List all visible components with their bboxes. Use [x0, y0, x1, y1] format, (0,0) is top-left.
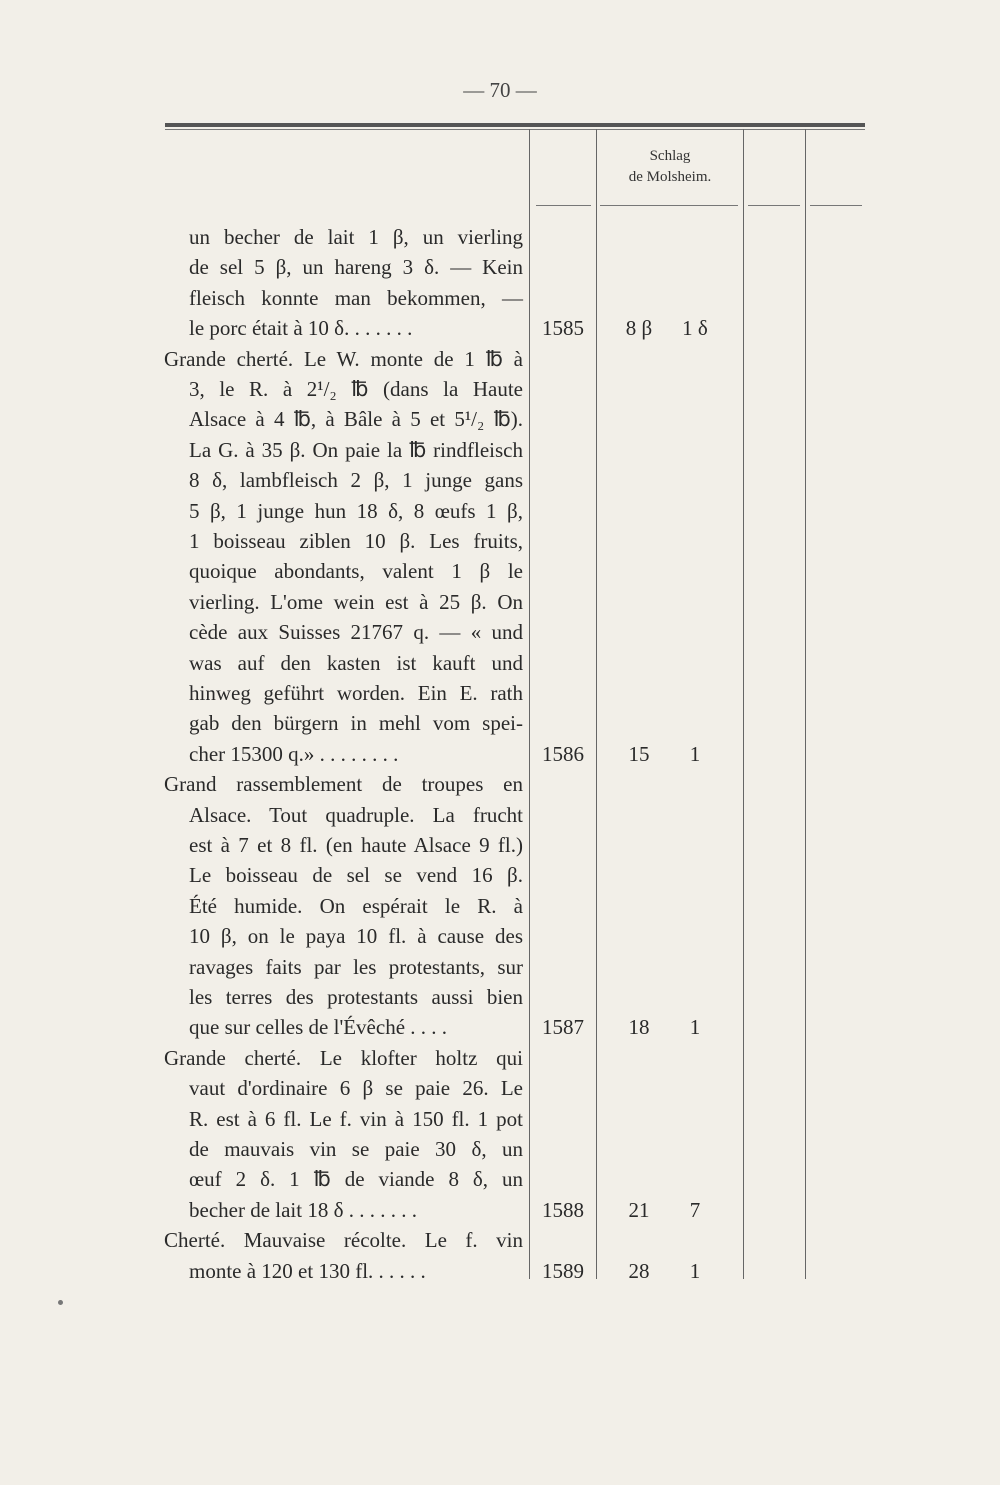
entry-year: 1589: [542, 1258, 584, 1283]
entry-value-2: 1: [689, 741, 701, 766]
entry-line: [0, 678, 1000, 708]
header-rule-thin: [165, 129, 865, 130]
entry-text: que sur celles de l'Évêché . . . .: [189, 1015, 448, 1040]
entry-value-2: 1: [689, 1258, 701, 1283]
page-number: — 70 —: [463, 78, 537, 102]
entry-text: hinweg geführt worden. Ein E. rath: [189, 681, 523, 705]
entry-text: R. est à 6 fl. Le f. vin à 150 fl. 1 pot: [189, 1106, 523, 1131]
entry-value-1: 15: [628, 741, 650, 766]
entry-text: Grande cherté. Le klofter holtz qui: [164, 1045, 523, 1070]
entry-line: [0, 1134, 1000, 1164]
entry-line: [0, 1195, 1000, 1225]
entry-line: [0, 800, 1000, 830]
entry-line: [0, 952, 1000, 982]
entry-line: [0, 556, 1000, 586]
entry-text: Le boisseau de sel se vend 16 β.: [189, 863, 523, 888]
entry-line: [0, 313, 1000, 343]
entry-text: Cherté. Mauvaise récolte. Le f. vin: [164, 1228, 523, 1253]
entry-line: [0, 1256, 1000, 1286]
entry-line: [0, 617, 1000, 647]
entry-line: [0, 891, 1000, 921]
entry-line: [0, 648, 1000, 678]
entry-text: ravages faits par les protestants, sur: [189, 954, 523, 979]
entry-line: [0, 1073, 1000, 1103]
entry-text: quoique abondants, valent 1 β le: [189, 559, 523, 584]
entry-text: vierling. L'ome wein est à 25 β. On: [189, 589, 523, 614]
entry-line: [0, 1043, 1000, 1073]
entry-text: Grand rassemblement de troupes en: [164, 772, 523, 797]
entry-line: [0, 587, 1000, 617]
entry-value-2: 7: [689, 1197, 701, 1222]
entry-text: La G. à 35 β. On paie la ℔ rindfleisch: [189, 437, 523, 462]
entry-text: 5 β, 1 junge hun 18 δ, 8 œufs 1 β,: [189, 498, 523, 523]
entry-line: [0, 465, 1000, 495]
entry-line: [0, 860, 1000, 890]
entry-text: cède aux Suisses 21767 q. — « und: [189, 620, 523, 645]
entry-line: [0, 1012, 1000, 1042]
entry-value-1: 8 β: [625, 316, 653, 341]
entry-text: vaut d'ordinaire 6 β se paie 26. Le: [189, 1076, 523, 1101]
entry-line: [0, 222, 1000, 252]
entry-text: monte à 120 et 130 fl. . . . . .: [189, 1258, 426, 1283]
entry-text: gab den bürgern in mehl vom spei-: [189, 711, 523, 736]
column-header-line: de Molsheim.: [628, 169, 712, 185]
entry-text: was auf den kasten ist kauft und: [189, 650, 523, 675]
entry-line: [0, 526, 1000, 556]
entry-value-1: 28: [628, 1258, 650, 1283]
entry-text: Alsace. Tout quadruple. La frucht: [189, 802, 523, 827]
entry-value-2: 1: [689, 1015, 701, 1040]
column-rule: [600, 205, 738, 206]
entry-text: est à 7 et 8 fl. (en haute Alsace 9 fl.): [189, 833, 523, 857]
entry-year: 1586: [542, 741, 584, 766]
entry-line: [0, 283, 1000, 313]
entry-line: [0, 252, 1000, 282]
entry-text: 1 boisseau ziblen 10 β. Les fruits,: [189, 529, 523, 553]
stray-mark: [58, 1300, 63, 1305]
entry-line: [0, 739, 1000, 769]
entry-line: [0, 344, 1000, 374]
entry-value-2: 1 δ: [682, 316, 708, 341]
entry-line: [0, 496, 1000, 526]
entry-text: œuf 2 δ. 1 ℔ de viande 8 δ, un: [189, 1167, 523, 1192]
entry-text: becher de lait 18 δ . . . . . . .: [189, 1197, 417, 1222]
entry-line: [0, 404, 1000, 434]
column-rule: [810, 205, 862, 206]
entry-text: les terres des protestants aussi bien: [189, 985, 523, 1009]
entry-text: cher 15300 q.» . . . . . . . .: [189, 741, 399, 766]
entry-year: 1588: [542, 1197, 584, 1222]
entry-text: de mauvais vin se paie 30 δ, un: [189, 1137, 523, 1161]
column-header-line: Schlag: [649, 148, 691, 164]
entry-text: 10 β, on le paya 10 fl. à cause des: [189, 924, 523, 949]
entry-text: fleisch konnte man bekommen, —: [189, 285, 523, 310]
entry-value-1: 21: [628, 1197, 650, 1222]
entry-line: [0, 982, 1000, 1012]
entry-text: le porc était à 10 δ. . . . . . .: [189, 316, 413, 341]
entry-line: [0, 1164, 1000, 1194]
entry-line: [0, 435, 1000, 465]
entry-text: 8 δ, lambfleisch 2 β, 1 junge gans: [189, 468, 523, 493]
entry-year: 1585: [542, 316, 584, 341]
entry-line: [0, 921, 1000, 951]
column-rule: [748, 205, 800, 206]
entry-line: [0, 708, 1000, 738]
entry-line: [0, 769, 1000, 799]
entry-text: Grande cherté. Le W. monte de 1 ℔ à: [164, 346, 523, 371]
column-header-schlag: [597, 146, 743, 188]
entry-line: [0, 1225, 1000, 1255]
entry-line: [0, 1104, 1000, 1134]
column-rule: [536, 205, 591, 206]
entry-text: 3, le R. à 2¹/₂ ℔ (dans la Haute: [189, 377, 523, 401]
entry-value-1: 18: [628, 1015, 650, 1040]
entry-text: Été humide. On espérait le R. à: [189, 893, 523, 918]
entry-text: Alsace à 4 ℔, à Bâle à 5 et 5¹/₂ ℔).: [189, 407, 523, 432]
entry-line: [0, 830, 1000, 860]
entry-text: un becher de lait 1 β, un vierling: [189, 225, 523, 249]
entry-text: de sel 5 β, un hareng 3 δ. — Kein: [189, 255, 523, 280]
header-rule-thick: [165, 123, 865, 127]
entry-line: [0, 374, 1000, 404]
entry-year: 1587: [542, 1015, 584, 1040]
